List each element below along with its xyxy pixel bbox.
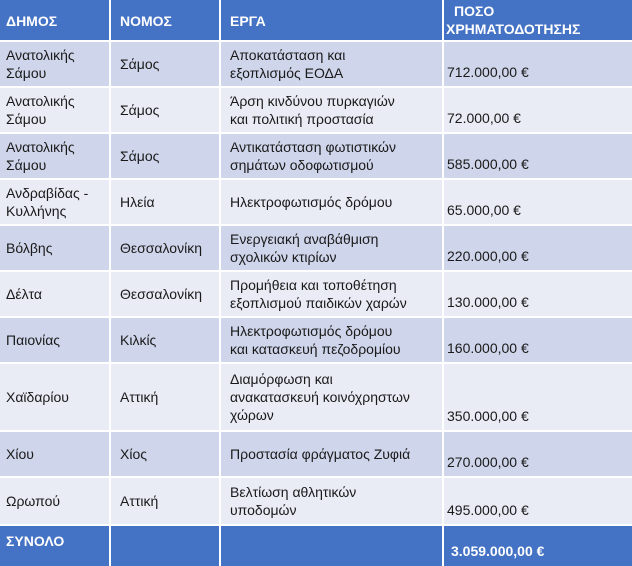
total-amount (444, 526, 632, 566)
cell-nomos: Κιλκίς (111, 318, 219, 362)
cell-ergo (221, 180, 442, 224)
cell-poso (444, 134, 632, 178)
cell-dimos (0, 226, 109, 270)
table-header-row (0, 0, 632, 40)
ergo-line: εξοπλισμός ΕΟΔΑ (230, 65, 344, 81)
table-row (0, 478, 632, 524)
cell-ergo (221, 432, 442, 476)
cell-nomos: Σάμος (111, 134, 219, 178)
header-dimos: ΔΗΜΟΣ (0, 0, 109, 40)
ergo-line: Αποκατάσταση και (230, 47, 346, 63)
cell-dimos (0, 272, 109, 316)
cell-poso (444, 432, 632, 476)
cell-dimos (0, 42, 109, 86)
cell-nomos: Αττική (111, 478, 219, 524)
ergo-line: ανακατασκευή κοινόχρηστων (230, 389, 410, 405)
cell-nomos: Σάμος (111, 42, 219, 86)
dimos-line: Χαϊδαρίου (6, 389, 69, 405)
table-row (0, 134, 632, 178)
ergo-line: Αντικατάσταση φωτιστικών (230, 139, 396, 155)
cell-poso (444, 42, 632, 86)
total-amount-text: 3.059.000,00 € (451, 543, 545, 559)
poso-value: 220.000,00 € (447, 248, 529, 264)
cell-poso (444, 88, 632, 132)
table-row (0, 364, 632, 430)
cell-nomos: Σάμος (111, 88, 219, 132)
ergo-line: Βελτίωση αθλητικών (230, 484, 357, 500)
total-label: ΣΥΝΟΛΟ (0, 526, 109, 566)
cell-poso (444, 272, 632, 316)
cell-poso (444, 364, 632, 430)
dimos-line: Ανατολικής (6, 47, 75, 63)
cell-ergo (221, 134, 442, 178)
poso-value: 270.000,00 € (447, 454, 529, 470)
poso-value: 712.000,00 € (447, 64, 529, 80)
table-row (0, 88, 632, 132)
header-erga: ΕΡΓΑ (221, 0, 442, 40)
ergo-line: σχολικών κτιρίων (230, 249, 337, 265)
table-row (0, 180, 632, 224)
table-row (0, 42, 632, 86)
table-row (0, 226, 632, 270)
dimos-line: Ωρωπού (6, 493, 61, 509)
cell-dimos (0, 134, 109, 178)
cell-ergo (221, 318, 442, 362)
header-nomos: ΝΟΜΟΣ (111, 0, 219, 40)
ergo-line: Ενεργειακή αναβάθμιση (230, 231, 379, 247)
cell-ergo (221, 42, 442, 86)
ergo-line: και πολιτική προστασία (230, 111, 374, 127)
cell-poso (444, 478, 632, 524)
poso-value: 72.000,00 € (447, 110, 521, 126)
dimos-line: Σάμου (6, 111, 47, 127)
ergo-line: υποδομών (230, 502, 297, 518)
cell-dimos (0, 432, 109, 476)
cell-nomos: Αττική (111, 364, 219, 430)
cell-dimos (0, 180, 109, 224)
cell-ergo (221, 364, 442, 430)
dimos-line: Δέλτα (6, 286, 43, 302)
cell-nomos: Ηλεία (111, 180, 219, 224)
ergo-line: και κατασκευή πεζοδρομίου (230, 341, 401, 357)
cell-dimos (0, 88, 109, 132)
ergo-line: εξοπλισμού παιδικών χαρών (230, 295, 407, 311)
cell-ergo (221, 478, 442, 524)
dimos-line: Χίου (6, 446, 34, 462)
dimos-line: Ανατολικής (6, 93, 75, 109)
poso-value: 495.000,00 € (447, 502, 529, 518)
dimos-line: Κυλλήνης (6, 203, 67, 219)
cell-nomos: Θεσσαλονίκη (111, 272, 219, 316)
ergo-line: Άρση κινδύνου πυρκαγιών (230, 93, 395, 109)
cell-poso (444, 226, 632, 270)
ergo-line: χώρων (230, 407, 274, 423)
ergo-line: Ηλεκτροφωτισμός δρόμου (230, 323, 393, 339)
dimos-line: Σάμου (6, 65, 47, 81)
header-poso-line2: ΧΡΗΜΑΤΟΔΟΤΗΣΗΣ (446, 21, 581, 37)
cell-nomos: Χίος (111, 432, 219, 476)
dimos-line: Ανδραβίδας - (6, 185, 89, 201)
dimos-line: Βόλβης (6, 240, 53, 256)
cell-dimos (0, 478, 109, 524)
poso-value: 350.000,00 € (447, 408, 529, 424)
total-empty-nomos (111, 526, 219, 566)
poso-value: 585.000,00 € (447, 156, 529, 172)
dimos-line: Ανατολικής (6, 139, 75, 155)
cell-dimos (0, 318, 109, 362)
cell-ergo (221, 88, 442, 132)
dimos-line: Παιονίας (6, 332, 61, 348)
cell-poso (444, 318, 632, 362)
total-empty-erga (221, 526, 442, 566)
ergo-line: σημάτων οδοφωτισμού (230, 157, 374, 173)
cell-nomos: Θεσσαλονίκη (111, 226, 219, 270)
poso-value: 65.000,00 € (447, 202, 521, 218)
cell-ergo (221, 272, 442, 316)
table-row (0, 432, 632, 476)
table-row (0, 318, 632, 362)
cell-ergo (221, 226, 442, 270)
ergo-line: Προμήθεια και τοποθέτηση (230, 277, 397, 293)
total-row (0, 526, 632, 566)
poso-value: 130.000,00 € (447, 294, 529, 310)
header-poso-line1: ΠΟΣΟ (454, 3, 495, 19)
cell-dimos (0, 364, 109, 430)
header-poso (444, 0, 632, 40)
cell-poso (444, 180, 632, 224)
poso-value: 160.000,00 € (447, 340, 529, 356)
ergo-line: Ηλεκτροφωτισμός δρόμου (230, 194, 393, 210)
dimos-line: Σάμου (6, 157, 47, 173)
table-row (0, 272, 632, 316)
ergo-line: Προστασία φράγματος Ζυφιά (230, 446, 411, 462)
ergo-line: Διαμόρφωση και (230, 371, 333, 387)
